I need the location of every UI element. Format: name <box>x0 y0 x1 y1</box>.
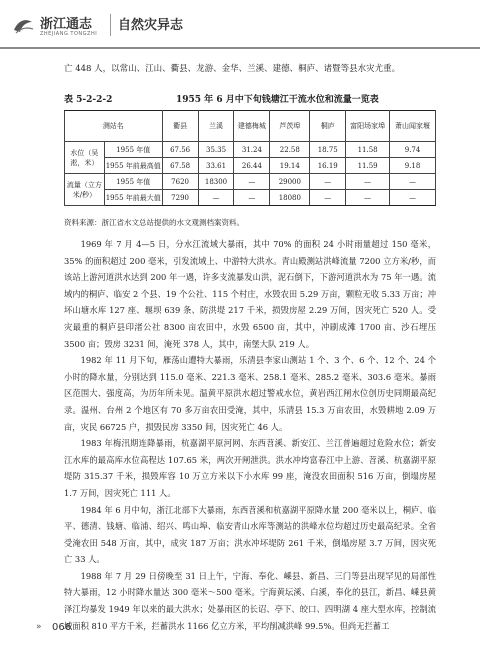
table-cell: 11.59 <box>346 158 390 174</box>
table-cell: 18080 <box>270 190 310 206</box>
header-divider <box>110 14 111 36</box>
group-label-water-level: 水位（吴淞，米） <box>65 142 105 174</box>
table-cell: 11.58 <box>346 142 390 158</box>
water-level-table <box>64 110 436 206</box>
table-source-note: 资料来源：浙江省水文总站提供的水文观测档案资料。 <box>64 218 244 227</box>
zhejiang-tongzhi-logo-icon <box>12 14 34 36</box>
table-cell: — <box>390 174 436 190</box>
table-cell: — <box>346 174 390 190</box>
table-cell: 26.44 <box>234 158 270 174</box>
row-label: 1955 年前最大值 <box>104 190 162 206</box>
table-cell: 31.24 <box>234 142 270 158</box>
book-title-en: ZHEJIANG TONGZHI <box>40 31 98 37</box>
table-cell: 33.61 <box>198 158 234 174</box>
table-cell: 18300 <box>198 174 234 190</box>
table-cell: 19.14 <box>270 158 310 174</box>
row-label: 1955 年值 <box>104 174 162 190</box>
table-row <box>65 190 436 206</box>
table-cell: 67.58 <box>162 158 198 174</box>
intro-text: 亡 448 人，以常山、江山、衢县、龙游、金华、兰溪、建德、桐庐、诸暨等县水灾尤重。 <box>64 64 401 74</box>
header-xiaoshan: 萧山闻家堰 <box>390 111 436 142</box>
table-row <box>65 174 436 190</box>
header-qu-county: 衢县 <box>162 111 198 142</box>
paragraph-1984: 1984 年 6 月中旬，浙江北部下大暴雨，东西苕溪和杭嘉湖平原降水量 200 毫米以上，桐庐、临平、德清、钱塘、临浦、绍兴、鸣山埠、临安青山水库等测站的洪峰水位均超过历史最高纪录。全省受淹农田 548 万亩，其中，成灾 187 万亩；洪水冲坏堤防 261 千米，倒塌房屋 3.7 万间，因灾死亡 33 人。 <box>64 504 436 565</box>
row-label: 1955 年前最高值 <box>104 158 162 174</box>
paragraph-1983: 1983 年梅汛期连降暴雨，杭嘉湖平原河网、东西苕溪、新安江、兰江普遍超过危险水位；新安江水库的最高库水位高程达 107.65 米，两次开闸泄洪。洪水冲垮富春江中上游、苕溪、杭嘉湖平原堤防 315.37 千米，损毁库容 10 万立方米以下小水库 99 座，淹没农田面积 516 万亩，倒塌房屋 1.7 万间，因灾死亡 111 人。 <box>64 438 436 498</box>
section-title: 自然灾异志 <box>118 18 184 33</box>
header-fuyang: 富阳场家埠 <box>346 111 390 142</box>
header-lanxi: 兰溪 <box>198 111 234 142</box>
table-row <box>65 142 436 158</box>
table-cell: 16.19 <box>310 158 346 174</box>
table-cell: 9.18 <box>390 158 436 174</box>
table-cell: 67.56 <box>162 142 198 158</box>
group-label-flow: 流量（立方米/秒） <box>65 174 105 206</box>
body-text <box>64 236 436 634</box>
page-marker-icon: » <box>36 622 42 632</box>
page-header <box>0 0 480 58</box>
header-lucibu: 芦茨埠 <box>270 111 310 142</box>
table-cell: 22.58 <box>270 142 310 158</box>
table-cell: 7290 <box>162 190 198 206</box>
table-title: 1955 年 6 月中下旬钱塘江干流水位和流量一览表 <box>176 95 379 105</box>
page-number: 066 <box>52 622 72 633</box>
book-title: 浙江通志 <box>40 17 93 32</box>
header-rule <box>0 47 480 49</box>
table-cell: — <box>390 190 436 206</box>
table-row <box>65 158 436 174</box>
row-label: 1955 年值 <box>104 142 162 158</box>
paragraph-1988: 1988 年 7 月 29 日傍晚至 31 日上午，宁海、奉化、嵊县、新昌、三门等县出现罕见的局部性特大暴雨，12 小时降水量达 300 毫米～500 毫米。宁海黄坛溪、白溪，奉化的县江，新昌、嵊县黄泽江均暴发 1949 年以来的最大洪水；处暴雨区的长诏、亭下、皎口、四明湖 4 座大型水库，控制流域面积 810 平方千米，拦蓄洪水 1166 亿立方米，平均削减洪峰 99.5%。但尚无拦蓄工 <box>64 570 436 631</box>
table-cell: 9.74 <box>390 142 436 158</box>
table-cell: 35.35 <box>198 142 234 158</box>
header-jiande-meicheng: 建德梅城 <box>234 111 270 142</box>
paragraph-1982: 1982 年 11 月下旬，雁荡山遭特大暴雨，乐清县李家山测站 1 个、3 个、6 个、12 个、24 个小时的降水量，分别达到 115.0 毫米、221.3 毫米、258.1 毫米、285.2 毫米、303.6 毫米。暴雨区范围大、强度高，为历年所未见。温黄平原洪水超过警戒水位，黄岩西江闸水位创历史同期最高纪录。温州、台州 2 个地区有 70 多万亩农田受淹，其中，乐清县 15.3 万亩农田，水毁耕地 2.09 万亩，灾民 66725 户，损毁民房 3350 间，因灾死亡 46 人。 <box>64 355 436 432</box>
paragraph-1969: 1969 年 7 月 4—5 日，分水江流域大暴雨，其中 70% 的面积 24 小时雨量超过 150 毫米，35% 的面积超过 200 毫米，引发流域上、中游特大洪水。青山殿测站洪峰流量 7200 立方米/秒，而该站上游河道洪水达到 200 年一遇，许多支流暴发山洪，泥石倒下，下游河道洪水为 75 年一遇。流域内的桐庐、临安 2 个县、19 个公社、115 个村庄，水毁农田 5.29 万亩，颗粒无收 5.33 万亩；冲坏山塘水库 127 座、堰坝 639 条、防洪堤 217 千米，损毁房屋 2.29 万间，因灾死亡 520 人。受灾最重的桐庐县印渚公社 8300 亩农田中，水毁 6500 亩，其中，冲刷成滩 1700 亩、沙石埋压 3500 亩；毁房 3231 间，淹死 378 人，其中，南堡大队 219 人。 <box>64 239 436 349</box>
table-cell: — <box>234 190 270 206</box>
header-tonglu: 桐庐 <box>310 111 346 142</box>
table-cell: — <box>310 174 346 190</box>
table-cell: 7620 <box>162 174 198 190</box>
table-cell: — <box>346 190 390 206</box>
table-cell: 29000 <box>270 174 310 190</box>
table-cell: — <box>234 174 270 190</box>
table-id: 表 5-2-2-2 <box>64 95 113 105</box>
header-station: 测站名 <box>65 111 163 142</box>
table-cell: 18.75 <box>310 142 346 158</box>
table-cell: — <box>310 190 346 206</box>
table-cell: — <box>198 190 234 206</box>
